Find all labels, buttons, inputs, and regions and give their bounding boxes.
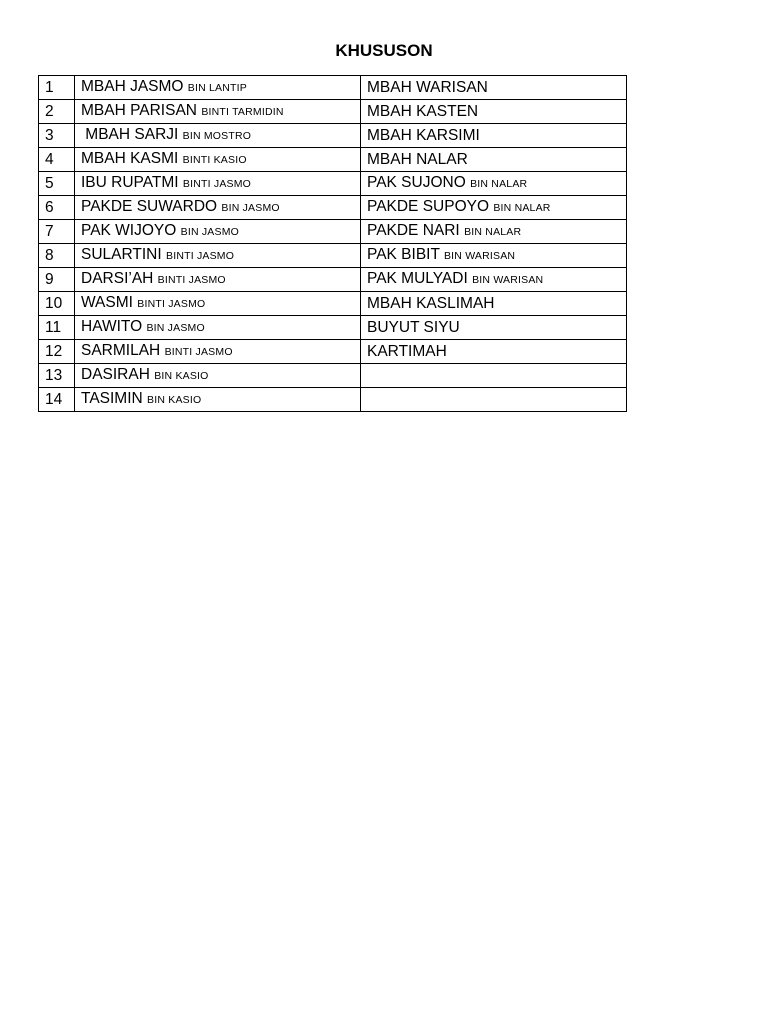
person-name: MBAH SARJI	[81, 126, 179, 143]
table-row	[39, 196, 627, 220]
left-name-cell	[75, 340, 361, 364]
right-name-cell	[361, 172, 627, 196]
right-name-cell	[361, 196, 627, 220]
person-name: MBAH PARISAN	[81, 102, 197, 119]
person-name: PAK MULYADI	[367, 270, 468, 287]
parent-suffix: BIN KASIO	[147, 394, 202, 406]
person-name: PAKDE SUPOYO	[367, 198, 490, 215]
table-row	[39, 172, 627, 196]
person-name: MBAH KASTEN	[367, 103, 479, 120]
person-name: MBAH KARSIMI	[367, 127, 480, 144]
person-name: WASMI	[81, 294, 133, 311]
parent-suffix: BIN WARISAN	[443, 250, 516, 262]
right-name-cell	[361, 268, 627, 292]
parent-suffix: BIN LANTIP	[187, 82, 247, 94]
right-name-cell	[361, 340, 627, 364]
row-number: 1	[39, 76, 75, 100]
table-row	[39, 388, 627, 412]
table-row	[39, 244, 627, 268]
parent-suffix: BINTI JASMO	[166, 250, 235, 262]
person-name: DASIRAH	[81, 366, 150, 383]
parent-suffix: BIN JASMO	[146, 322, 205, 334]
table-row	[39, 268, 627, 292]
right-name-cell	[361, 124, 627, 148]
person-name: DARSI’AH	[81, 270, 154, 287]
person-name: PAKDE NARI	[367, 222, 460, 239]
right-name-cell	[361, 220, 627, 244]
parent-suffix: BIN NALAR	[470, 178, 528, 190]
row-number: 5	[39, 172, 75, 196]
person-name: SULARTINI	[81, 246, 162, 263]
table-row	[39, 292, 627, 316]
row-number: 3	[39, 124, 75, 148]
row-number: 8	[39, 244, 75, 268]
left-name-cell	[75, 268, 361, 292]
parent-suffix: BIN KASIO	[154, 370, 209, 382]
parent-suffix: BIN MOSTRO	[182, 130, 252, 142]
person-name: SARMILAH	[81, 342, 161, 359]
person-name: MBAH KASMI	[81, 150, 179, 167]
parent-suffix: BIN NALAR	[464, 226, 522, 238]
table-row	[39, 220, 627, 244]
person-name: BUYUT SIYU	[367, 319, 460, 336]
left-name-cell	[75, 292, 361, 316]
person-name: PAK SUJONO	[367, 174, 466, 191]
person-name: PAK WIJOYO	[81, 222, 177, 239]
left-name-cell	[75, 100, 361, 124]
table-row	[39, 148, 627, 172]
person-name: PAK BIBIT	[367, 246, 440, 263]
person-name: IBU RUPATMI	[81, 174, 179, 191]
parent-suffix: BIN JASMO	[221, 202, 280, 214]
person-name: MBAH KASLIMAH	[367, 295, 495, 312]
right-name-cell	[361, 76, 627, 100]
parent-suffix: BINTI JASMO	[157, 274, 226, 286]
parent-suffix: BINTI TARMIDIN	[201, 106, 284, 118]
left-name-cell	[75, 124, 361, 148]
left-name-cell	[75, 244, 361, 268]
row-number: 14	[39, 388, 75, 412]
parent-suffix: BINTI JASMO	[164, 346, 233, 358]
right-name-cell	[361, 244, 627, 268]
name-table	[38, 75, 627, 412]
table-row	[39, 76, 627, 100]
row-number: 11	[39, 316, 75, 340]
row-number: 13	[39, 364, 75, 388]
row-number: 7	[39, 220, 75, 244]
parent-suffix: BIN WARISAN	[472, 274, 544, 286]
table-row	[39, 340, 627, 364]
row-number: 6	[39, 196, 75, 220]
left-name-cell	[75, 364, 361, 388]
right-name-cell	[361, 388, 627, 412]
row-number: 9	[39, 268, 75, 292]
person-name: HAWITO	[81, 318, 143, 335]
left-name-cell	[75, 196, 361, 220]
right-name-cell	[361, 100, 627, 124]
row-number: 10	[39, 292, 75, 316]
parent-suffix: BINTI KASIO	[182, 154, 247, 166]
left-name-cell	[75, 76, 361, 100]
left-name-cell	[75, 172, 361, 196]
person-name: KARTIMAH	[367, 343, 447, 360]
row-number: 4	[39, 148, 75, 172]
parent-suffix: BIN JASMO	[180, 226, 240, 238]
table-row	[39, 316, 627, 340]
page-title: KHUSUSON	[335, 41, 433, 60]
right-name-cell	[361, 316, 627, 340]
person-name: MBAH NALAR	[367, 151, 468, 168]
parent-suffix: BINTI JASMO	[182, 178, 252, 190]
table-row	[39, 124, 627, 148]
table-body	[39, 76, 627, 412]
parent-suffix: BINTI JASMO	[137, 298, 206, 310]
parent-suffix: BIN NALAR	[493, 202, 551, 214]
right-name-cell	[361, 148, 627, 172]
table-row	[39, 100, 627, 124]
row-number: 12	[39, 340, 75, 364]
right-name-cell	[361, 292, 627, 316]
right-name-cell	[361, 364, 627, 388]
person-name: PAKDE SUWARDO	[81, 198, 218, 215]
left-name-cell	[75, 316, 361, 340]
left-name-cell	[75, 220, 361, 244]
left-name-cell	[75, 388, 361, 412]
person-name: MBAH WARISAN	[367, 79, 488, 96]
person-name: TASIMIN	[81, 390, 143, 407]
left-name-cell	[75, 148, 361, 172]
person-name: MBAH JASMO	[81, 78, 184, 95]
table-row	[39, 364, 627, 388]
row-number: 2	[39, 100, 75, 124]
